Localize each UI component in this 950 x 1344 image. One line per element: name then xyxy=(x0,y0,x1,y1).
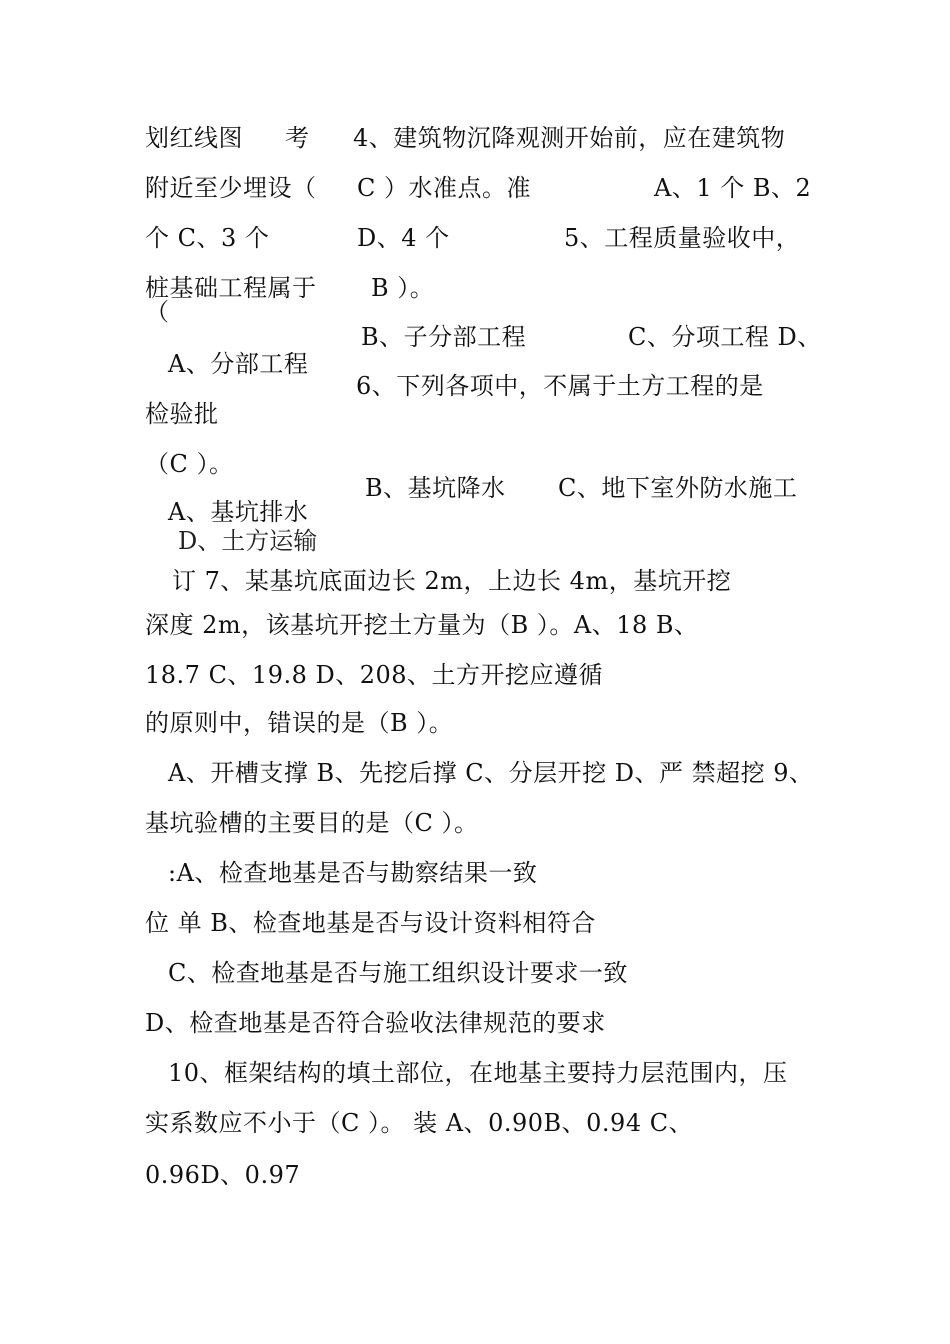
clipped-text-fragment xyxy=(178,527,318,556)
option-text: 检验批 xyxy=(145,400,219,428)
text-line: 的原则中，错误的是（B ）。 xyxy=(145,709,454,737)
question-10: 10、框架结构的填土部位，在地基主要持力层范围内，压 xyxy=(168,1059,788,1087)
question-4: 4、建筑物沉降观测开始前，应在建筑物 xyxy=(353,124,786,152)
answer-text: C ）水准点。准 xyxy=(357,174,531,202)
binding-mark: 考 xyxy=(285,124,310,152)
text-line: 实系数应不小于（C ）。 装 A、0.90B、0.94 C、 xyxy=(145,1109,694,1137)
option-text: C、地下室外防水施工 xyxy=(558,474,798,502)
option-text: B、子分部工程 xyxy=(361,323,527,351)
answer-text: （C ）。 xyxy=(145,450,234,478)
option-text: D、检查地基是否符合验收法律规范的要求 xyxy=(145,1009,606,1037)
options-and-question-9: A、开槽支撑 B、先挖后撑 C、分层开挖 D、严 禁超挖 9、 xyxy=(168,759,814,787)
option-text: C、检查地基是否与施工组织设计要求一致 xyxy=(168,959,628,987)
option-text: 0.96D、0.97 xyxy=(145,1161,301,1189)
option-text: A、1 个 B、2 xyxy=(654,174,812,202)
question-8: 18.7 C、19.8 D、208、土方开挖应遵循 xyxy=(145,661,604,689)
question-6: 6、下列各项中，不属于土方工程的是 xyxy=(356,372,764,400)
text-line: 附近至少埋设（ xyxy=(145,174,317,202)
text-line: 基坑验槽的主要目的是（C ）。 xyxy=(145,809,479,837)
option-text: C、分项工程 D、 xyxy=(628,323,822,351)
option-text: 位 单 B、检查地基是否与设计资料相符合 xyxy=(145,909,596,937)
text-line: 深度 2m，该基坑开挖土方量为（B ）。A、18 B、 xyxy=(145,611,699,639)
option-text: A、基坑排水 xyxy=(168,498,309,526)
text-line: 划红线图 xyxy=(145,124,243,152)
text-line: D、土方运输 xyxy=(178,527,318,555)
option-text: :A、检查地基是否与勘察结果一致 xyxy=(168,859,538,887)
option-text: B、基坑降水 xyxy=(365,474,506,502)
text-line: （ xyxy=(145,298,170,326)
text-line: 桩基础工程属于 xyxy=(145,274,317,302)
option-text: 个 C、3 个 xyxy=(145,224,270,252)
question-5: 5、工程质量验收中， xyxy=(564,224,801,252)
option-text: A、分部工程 xyxy=(168,350,309,378)
option-text: D、4 个 xyxy=(357,224,450,252)
answer-text: B ）。 xyxy=(371,274,435,302)
question-7: 订 7、某基坑底面边长 2m，上边长 4m，基坑开挖 xyxy=(172,567,732,595)
